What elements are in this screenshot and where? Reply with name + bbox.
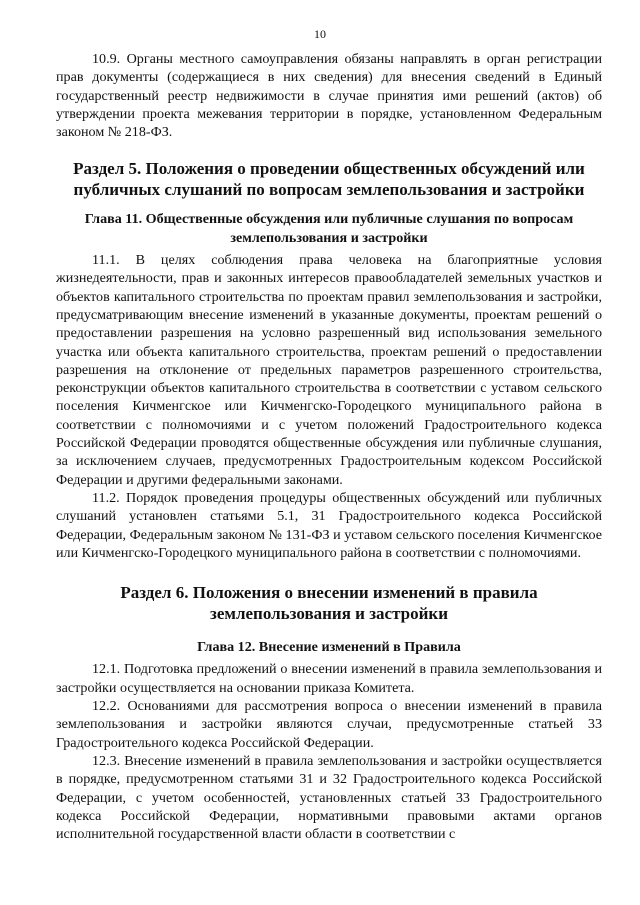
paragraph-12-3: 12.3. Внесение изменений в правила землепользования и застройки осуществляется в порядке, предусмотренном статьями 31 и 32 Градостроительного кодекса Российской Федерации, с учетом особенностей, установленных статьей 33 Градостроительного кодекса Российской Федерации, нормативными правовыми актами органов исполнительной государственной власти области в соответствии с [56, 752, 602, 843]
page-content [56, 50, 602, 843]
paragraph-10-9: 10.9. Органы местного самоуправления обязаны направлять в орган регистрации прав документы (содержащиеся в них сведения) для внесения сведений в Единый государственный реестр недвижимости в случае принятия ими решений (актов) об утверждении проекта межевания территории в порядке, установленном Федеральным законом № 218-ФЗ. [56, 51, 602, 141]
section-5-title: Раздел 5. Положения о проведении общественных обсуждений или публичных слушаний по вопросам землепользования и застройки [73, 159, 585, 200]
paragraph-12-1: 12.1. Подготовка предложений о внесении изменений в правила землепользования и застройки осуществляется на основании приказа Комитета. [56, 661, 602, 696]
chapter-12-title: Глава 12. Внесение изменений в Правила [197, 639, 461, 656]
section-6-title: Раздел 6. Положения о внесении изменений в правила землепользования и застройки [120, 583, 538, 624]
paragraph-12-2: 12.2. Основаниями для рассмотрения вопроса о внесении изменений в правила землепользования и застройки являются случаи, предусмотренные статьей 33 Градостроительного кодекса Российской Федерации. [56, 698, 602, 751]
paragraph-11-1: 11.1. В целях соблюдения права человека на благоприятные условия жизнедеятельности, прав и законных интересов правообладателей земельных участков и объектов капитального строительства по проектам правил землепользования и застройки, предусматривающим внесение изменений в указанные документы, проектам решений о предоставлении разрешения на условно разрешенный вид использования земельного участка или объекта капитального строительства, проектам решений о предоставлении разрешения на отклонение от предельных параметров разрешенного строительства, реконструкции объектов капитального строительства в соответствии с уставом сельского поселения Кичменгское или Кичменгско-Городецкого муниципального района в соответствии с полномочиями и с учетом положений Градостроительного кодекса Российской Федерации проводятся общественные обсуждения или публичные слушания, за исключением случаев, предусмотренных Градостроительным кодексом Российской Федерации и другими федеральными законами. [56, 252, 602, 488]
page-number: 10 [314, 27, 326, 41]
chapter-11-title: Глава 11. Общественные обсуждения или публичные слушания по вопросам землепользования и застройки [84, 211, 574, 246]
paragraph-11-2: 11.2. Порядок проведения процедуры общественных обсуждений или публичных слушаний установлен статьями 5.1, 31 Градостроительного кодекса Российской Федерации, Федеральным законом № 131-ФЗ и уставом сельского поселения Кичменгское или Кичменгско-Городецкого муниципального района в соответствии с полномочиями. [56, 489, 602, 561]
